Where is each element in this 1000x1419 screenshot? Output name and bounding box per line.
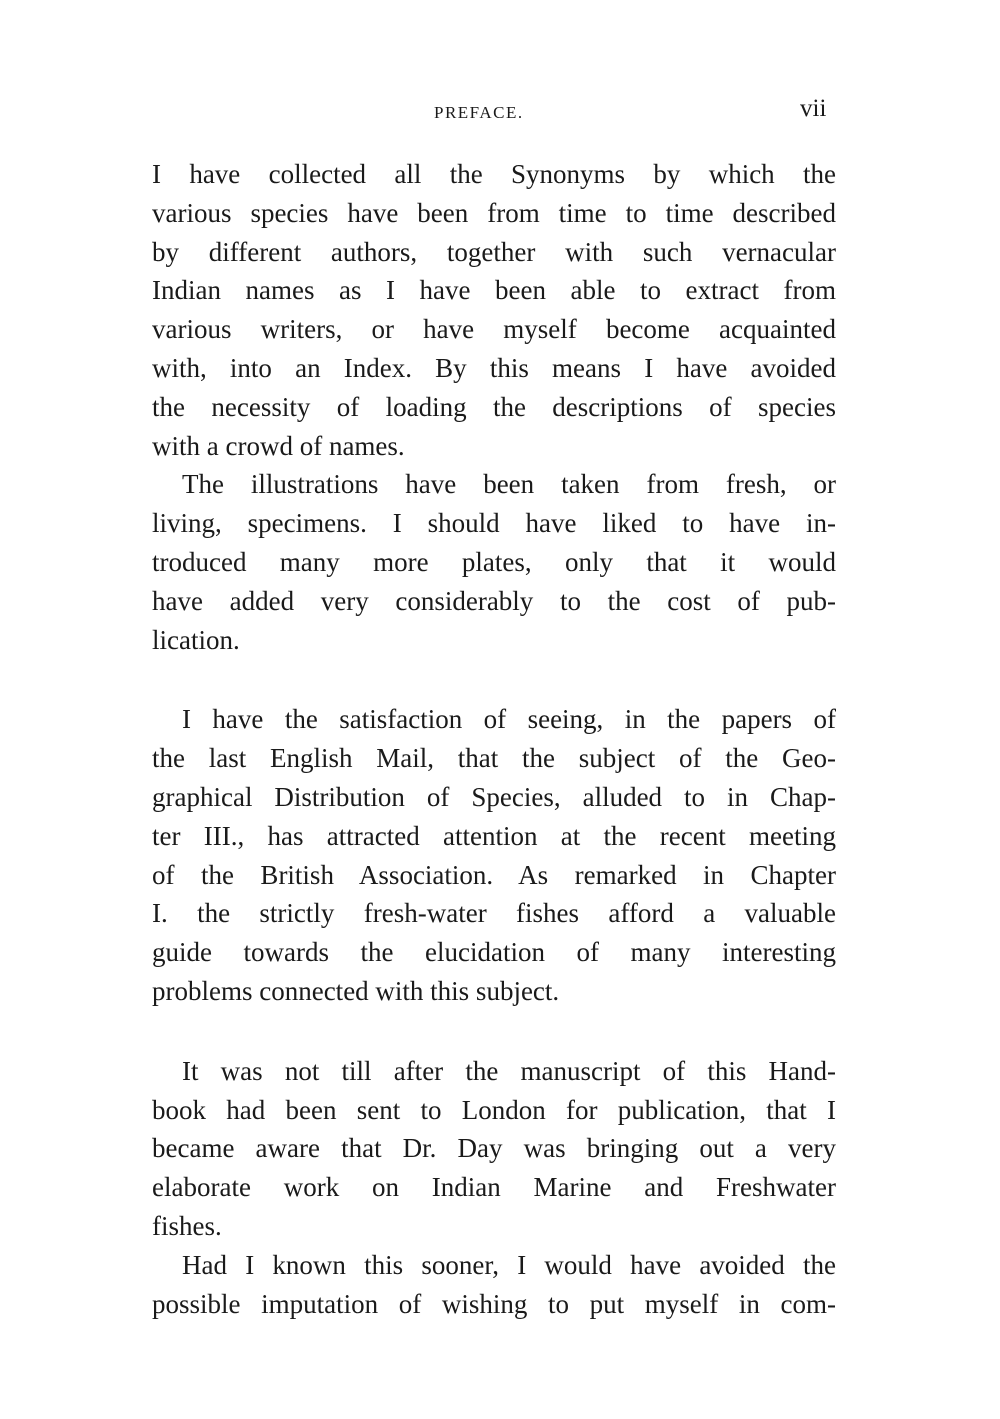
text-line: various species have been from time to time described (152, 197, 836, 228)
paragraph (152, 465, 836, 659)
text-line: troduced many more plates, only that it would (152, 546, 836, 577)
text-line: fishes. (152, 1210, 222, 1241)
text-line: Indian names as I have been able to extract from (152, 275, 836, 306)
text-line: by different authors, together with such vernacular (152, 236, 836, 267)
text-line: elaborate work on Indian Marine and Freshwater (152, 1172, 836, 1203)
text-line: book had been sent to London for publication, that I (152, 1094, 836, 1125)
text-line: the necessity of loading the descriptions of species (152, 391, 836, 422)
text-line: the last English Mail, that the subject of the Geo- (152, 743, 836, 774)
text-line: living, specimens. I should have liked to have in- (152, 508, 836, 539)
text-line: problems connected with this subject. (152, 975, 560, 1006)
text-line: graphical Distribution of Species, alluded to in Chap- (152, 781, 836, 812)
paragraph (152, 1052, 836, 1246)
paragraph (152, 1246, 836, 1324)
text-line: Had I known this sooner, I would have avoided the (182, 1249, 836, 1280)
paragraph (152, 700, 836, 1010)
text-line: I. the strictly fresh-water fishes afford a valuable (152, 898, 836, 929)
body-text (152, 155, 836, 1323)
text-line: with, into an Index. By this means I have avoided (152, 352, 836, 383)
text-line: It was not till after the manuscript of this Hand- (182, 1055, 836, 1086)
text-line: of the British Association. As remarked in Chapter (152, 859, 836, 890)
page-number: vii (800, 95, 827, 122)
text-line: I have collected all the Synonyms by which the (152, 159, 836, 189)
text-line: The illustrations have been taken from fresh, or (182, 469, 836, 500)
text-line: I have the satisfaction of seeing, in the papers of (182, 704, 836, 735)
running-header: PREFACE. (434, 103, 524, 122)
paragraph (152, 155, 836, 465)
text-line: possible imputation of wishing to put myself in com- (152, 1288, 836, 1319)
text-line: became aware that Dr. Day was bringing out a very (152, 1133, 836, 1164)
text-line: lication. (152, 624, 240, 655)
text-line: with a crowd of names. (152, 430, 405, 461)
text-line: ter III., has attracted attention at the recent meeting (152, 820, 836, 851)
text-line: have added very considerably to the cost of pub- (152, 585, 836, 616)
text-line: various writers, or have myself become acquainted (152, 314, 836, 345)
text-line: guide towards the elucidation of many interesting (152, 937, 836, 968)
